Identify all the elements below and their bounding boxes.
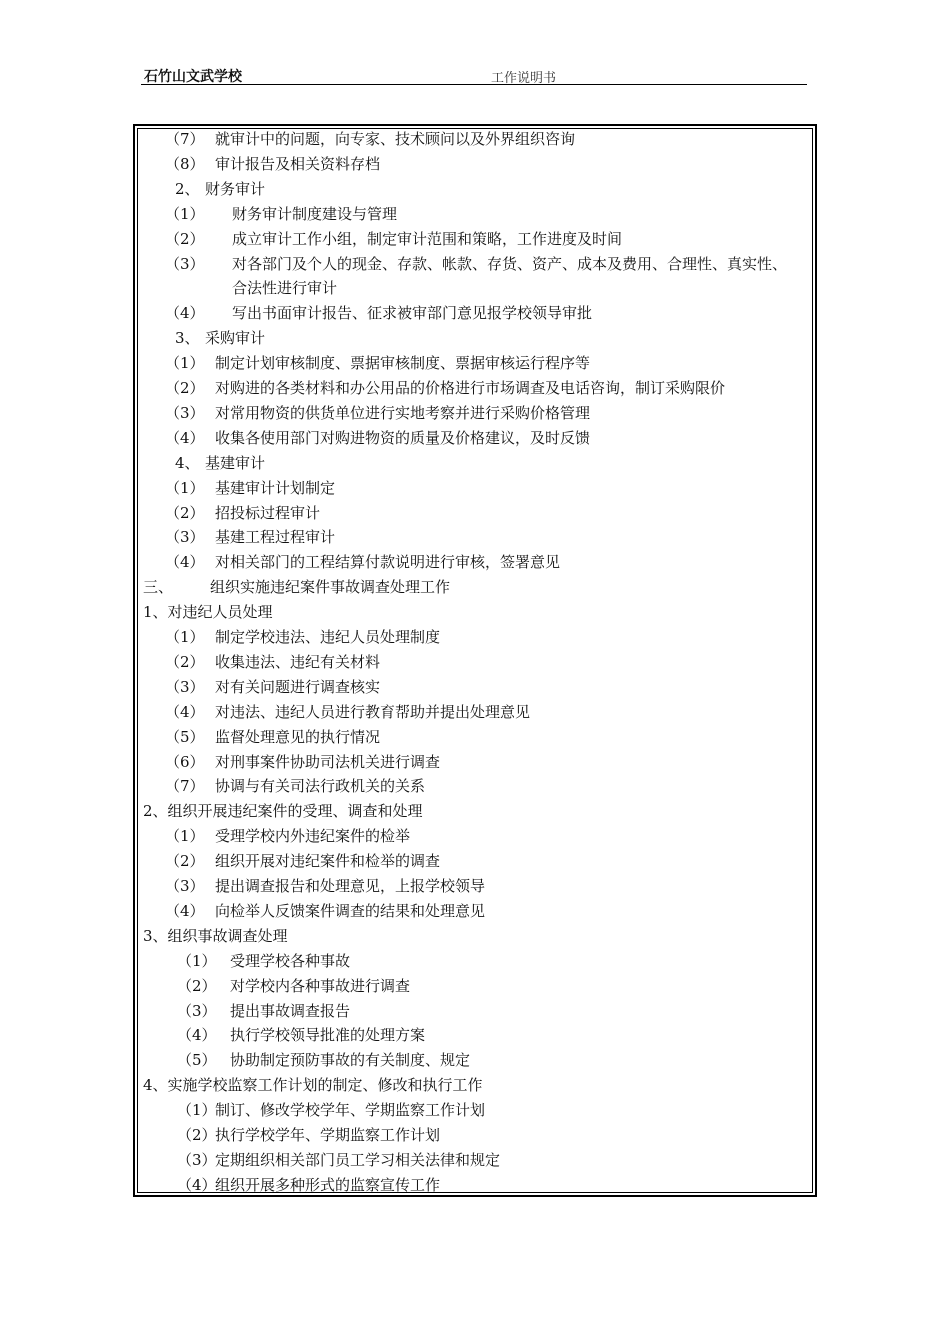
item-text: 收集各使用部门对购进物资的质量及价格建议，及时反馈 <box>215 428 591 447</box>
list-item <box>135 799 811 823</box>
item-text: 合法性进行审计 <box>232 279 338 298</box>
item-text: 采购审计 <box>205 329 266 348</box>
item-number: （5） <box>165 727 205 746</box>
list-item <box>135 326 811 350</box>
item-text: 3、组织事故调查处理 <box>143 926 288 945</box>
item-number: （3） <box>177 1001 217 1020</box>
list-item <box>135 924 811 948</box>
list-item <box>135 451 811 475</box>
list-item <box>135 152 811 176</box>
item-number: （4） <box>177 1175 217 1194</box>
list-item <box>135 575 811 599</box>
item-number: （4） <box>165 901 205 920</box>
item-number: （2） <box>165 652 205 671</box>
item-text: 4、实施学校监察工作计划的制定、修改和执行工作 <box>143 1076 483 1095</box>
item-number: （3） <box>165 528 205 547</box>
item-text: 提出事故调查报告 <box>230 1001 351 1020</box>
item-number: （4） <box>177 1026 217 1045</box>
list-item <box>135 1023 811 1047</box>
list-item <box>135 600 811 624</box>
list-item <box>135 550 811 574</box>
item-number: （3） <box>177 1150 217 1169</box>
item-number: （2） <box>165 229 205 248</box>
item-number: 4、 <box>175 453 200 472</box>
list-item <box>135 376 811 400</box>
item-number: （3） <box>165 677 205 696</box>
list-item <box>135 177 811 201</box>
item-text: 对有关问题进行调查核实 <box>215 677 381 696</box>
item-number: （7） <box>165 777 205 796</box>
item-text: 监督处理意见的执行情况 <box>215 727 381 746</box>
item-text: 基建工程过程审计 <box>215 528 336 547</box>
item-number: （2） <box>165 503 205 522</box>
list-item <box>135 874 811 898</box>
list-item <box>135 202 811 226</box>
item-number: （2） <box>177 976 217 995</box>
list-item <box>135 1048 811 1072</box>
list-item <box>135 1173 811 1197</box>
item-text: 执行学校学年、学期监察工作计划 <box>215 1126 441 1144</box>
list-item <box>135 849 811 873</box>
list-item <box>135 525 811 549</box>
item-text: 招投标过程审计 <box>215 503 321 522</box>
document-title: 工作说明书 <box>491 71 557 86</box>
item-number: （4） <box>165 428 205 447</box>
list-item <box>135 1073 811 1097</box>
item-text: 基建审计 <box>205 453 266 472</box>
item-text: 受理学校内外违纪案件的检举 <box>215 827 411 846</box>
item-text: 对各部门及个人的现金、存款、帐款、存货、资产、成本及费用、合理性、真实性、 <box>232 254 788 273</box>
item-number: （1） <box>165 628 205 646</box>
list-item <box>135 401 811 425</box>
item-number: （4） <box>165 702 205 721</box>
list-item <box>135 625 811 649</box>
item-number: （2） <box>177 1126 217 1144</box>
list-item <box>135 675 811 699</box>
item-text: 组织开展多种形式的监察宣传工作 <box>215 1175 441 1194</box>
list-item <box>135 351 811 375</box>
item-text: 对违法、违纪人员进行教育帮助并提出处理意见 <box>215 702 531 721</box>
list-item <box>135 899 811 923</box>
list-item <box>135 700 811 724</box>
item-text: 收集违法、违纪有关材料 <box>215 652 381 671</box>
item-number: （6） <box>165 752 205 771</box>
item-text: 成立审计工作小组，制定审计范围和策略，工作进度及时间 <box>232 229 623 248</box>
list-item <box>135 974 811 998</box>
item-number: 2、 <box>175 179 200 198</box>
item-text: 制定计划审核制度、票据审核制度、票据审核运行程序等 <box>215 354 591 373</box>
content-frame <box>133 124 817 1197</box>
school-name: 石竹山文武学校 <box>144 69 242 85</box>
list-item <box>135 227 811 251</box>
page-header <box>141 64 807 85</box>
item-text: 制定学校违法、违纪人员处理制度 <box>215 628 441 646</box>
item-number: （1） <box>177 1101 217 1120</box>
item-text: 基建审计计划制定 <box>215 478 336 497</box>
item-text: 对相关部门的工程结算付款说明进行审核，签署意见 <box>215 553 561 572</box>
item-number: （8） <box>165 154 205 173</box>
list-item <box>135 725 811 749</box>
item-number: （4） <box>165 553 205 572</box>
item-text: 组织开展对违纪案件和检举的调查 <box>215 852 441 871</box>
item-text: 制订、修改学校学年、学期监察工作计划 <box>215 1101 486 1120</box>
item-number: （4） <box>165 304 205 323</box>
item-number: （2） <box>165 852 205 871</box>
list-item <box>135 501 811 525</box>
item-text: 审计报告及相关资料存档 <box>215 154 381 173</box>
item-number: 3、 <box>175 329 200 348</box>
item-number: （1） <box>165 204 205 223</box>
item-number: （3） <box>165 877 205 895</box>
list-item <box>135 1123 811 1147</box>
list-item <box>135 127 811 151</box>
item-text: 受理学校各种事故 <box>230 951 351 970</box>
item-text: 财务审计制度建设与管理 <box>232 204 398 223</box>
list-item <box>135 750 811 774</box>
item-text: 就审计中的问题，向专家、技术顾问以及外界组织咨询 <box>215 130 576 148</box>
list-item <box>135 774 811 798</box>
item-number: （1） <box>177 951 217 970</box>
item-text: 对学校内各种事故进行调查 <box>230 976 411 995</box>
list-item <box>135 252 811 276</box>
item-text: 协助制定预防事故的有关制度、规定 <box>230 1051 471 1070</box>
item-text: 组织实施违纪案件事故调查处理工作 <box>210 578 451 597</box>
item-number: （5） <box>177 1051 217 1070</box>
list-item <box>135 949 811 973</box>
item-text: 协调与有关司法行政机关的关系 <box>215 777 426 796</box>
item-text: 对常用物资的供货单位进行实地考察并进行采购价格管理 <box>215 403 591 422</box>
list-item <box>135 301 811 325</box>
list-item <box>135 650 811 674</box>
list-item <box>135 276 811 300</box>
list-item <box>135 426 811 450</box>
list-item <box>135 1098 811 1122</box>
item-number: （2） <box>165 379 205 397</box>
item-text: 执行学校领导批准的处理方案 <box>230 1026 426 1045</box>
list-item <box>135 476 811 500</box>
item-text: 财务审计 <box>205 179 266 198</box>
item-text: 提出调查报告和处理意见，上报学校领导 <box>215 877 486 895</box>
item-text: 写出书面审计报告、征求被审部门意见报学校领导审批 <box>232 304 593 323</box>
item-number: （7） <box>165 130 205 148</box>
item-text: 对购进的各类材料和办公用品的价格进行市场调查及电话咨询，制订采购限价 <box>215 379 726 397</box>
item-number: 三、 <box>143 578 174 597</box>
item-text: 1、对违纪人员处理 <box>143 603 273 622</box>
list-item <box>135 824 811 848</box>
list-item <box>135 1148 811 1172</box>
item-text: 2、组织开展违纪案件的受理、调查和处理 <box>143 802 423 821</box>
item-number: （3） <box>165 254 205 273</box>
list-item <box>135 999 811 1023</box>
item-number: （1） <box>165 354 205 373</box>
item-number: （1） <box>165 827 205 846</box>
item-text: 定期组织相关部门员工学习相关法律和规定 <box>215 1150 501 1169</box>
item-text: 向检举人反馈案件调查的结果和处理意见 <box>215 901 486 920</box>
item-text: 对刑事案件协助司法机关进行调查 <box>215 752 441 771</box>
item-number: （3） <box>165 403 205 422</box>
item-number: （1） <box>165 478 205 497</box>
